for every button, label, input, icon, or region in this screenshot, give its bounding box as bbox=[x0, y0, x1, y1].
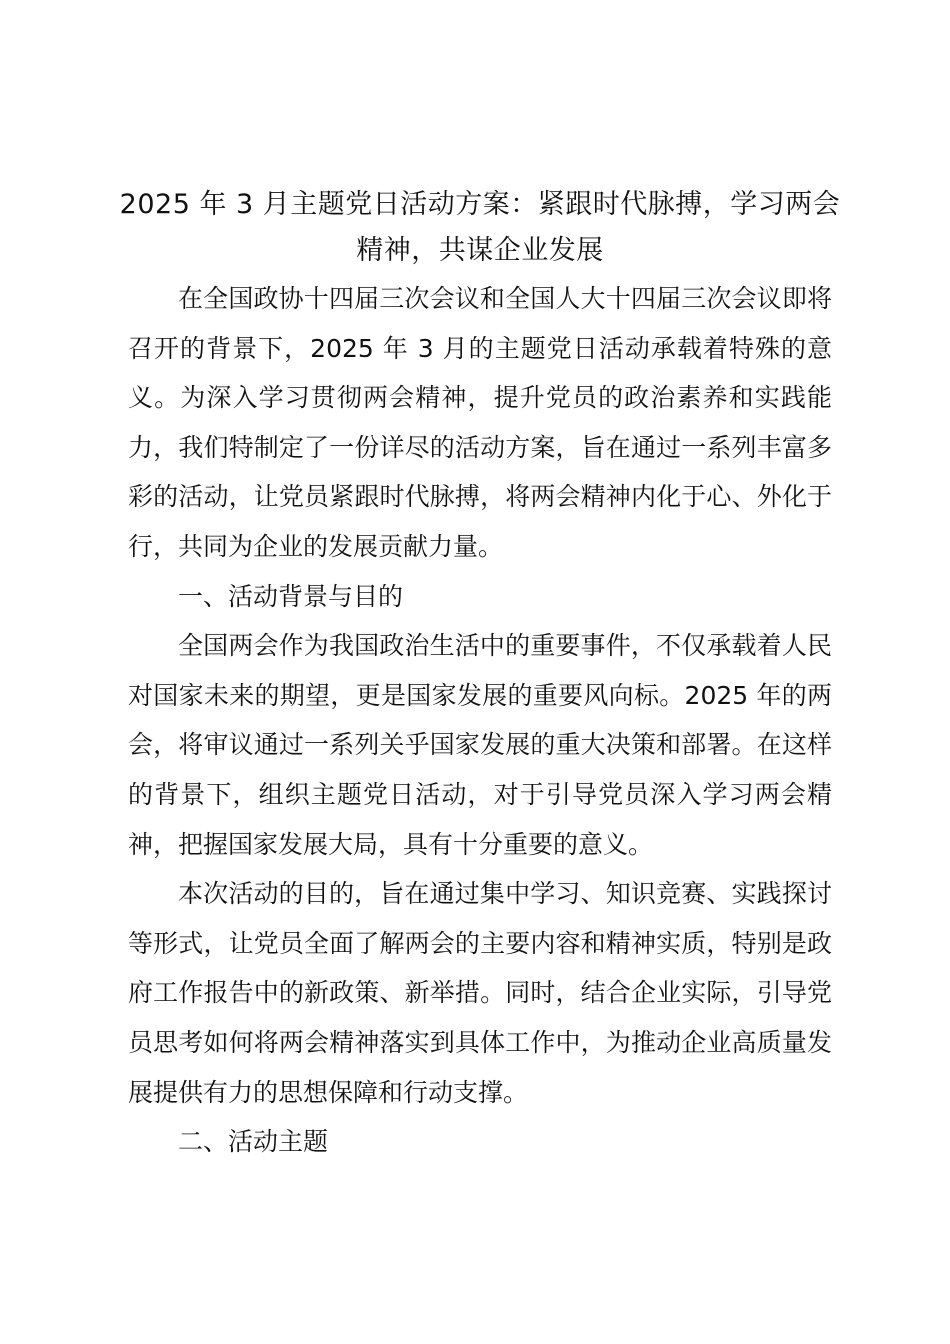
section-heading-theme: 二、活动主题 bbox=[178, 1127, 329, 1157]
purpose-paragraph: 本次活动的目的，旨在通过集中学习、知识竞赛、实践探讨等形式，让党员全面了解两会的主要内容和精神实质，特别是政府工作报告中的新政策、新举措。同时，结合企业实际，引导党员思考如何将两会精神落实到具体工作中，为推动企业高质量发展提供有力的思想保障和行动支撑。 bbox=[128, 879, 832, 1107]
intro-paragraph: 在全国政协十四届三次会议和全国人大十四届三次会议即将召开的背景下，2025 年 3 月的主题党日活动承载着特殊的意义。为深入学习贯彻两会精神，提升党员的政治素养和实践能力，我们特制定了一份详尽的活动方案，旨在通过一系列丰富多彩的活动，让党员紧跟时代脉搏，将两会精神内化于心、外化于行，共同为企业的发展贡献力量。 bbox=[128, 284, 832, 561]
document-page bbox=[119, 182, 841, 1167]
background-paragraph: 全国两会作为我国政治生活中的重要事件，不仅承载着人民对国家未来的期望，更是国家发展的重要风向标。2025 年的两会，将审议通过一系列关乎国家发展的重大决策和部署。在这样的背景下，组织主题党日活动，对于引导党员深入学习两会精神，把握国家发展大局，具有十分重要的意义。 bbox=[128, 631, 832, 859]
document-title: 2025 年 3 月主题党日活动方案：紧跟时代脉搏，学习两会精神，共谋企业发展 bbox=[119, 189, 841, 266]
section-heading-background: 一、活动背景与目的 bbox=[178, 581, 404, 611]
